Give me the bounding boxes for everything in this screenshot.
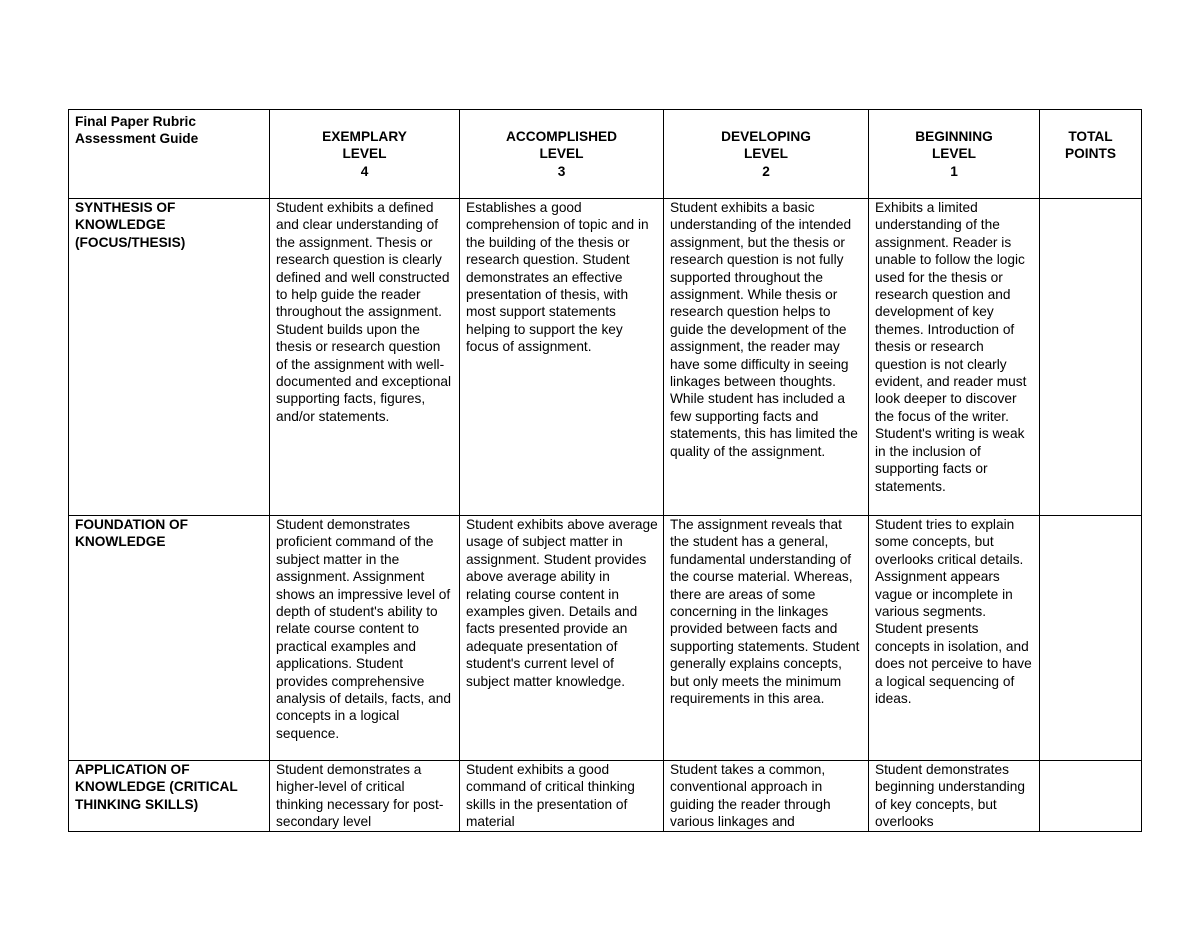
rubric-row-application [69,761,1142,832]
total-points-header: TOTAL POINTS [1040,110,1142,199]
total-points-cell [1040,516,1142,761]
level-name: ACCOMPLISHED [505,129,618,144]
rubric-row-synthesis [69,199,1142,516]
rubric-table [68,109,1142,832]
level-word: LEVEL [931,146,977,162]
level-score: 4 [360,163,369,179]
rubric-cell-developing: Student exhibits a basic understanding of the intended assignment, but the thesis or research question is not fully supported throughout the assignment. While thesis or research question helps to guide the development of the assignment, the reader may have some difficulty in seeing linkages between thoughts. While student has included a few supporting facts and statements, this has limited the quality of the assignment. [664,199,869,516]
rubric-cell-beginning: Exhibits a limited understanding of the assignment. Reader is unable to follow the logic used for the thesis or research question and development of key themes. Introduction of thesis or research question is not clearly evident, and reader must look deeper to discover the focus of the writer. Student's writing is weak in the inclusion of supporting facts or statements. [869,199,1040,516]
rubric-cell-accomplished: Establishes a good comprehension of topic and in the building of the thesis or research question. Student demonstrates an effective presentation of thesis, with most support statements helping to support the key focus of assignment. [460,199,664,516]
criterion-label [69,761,270,832]
level-header-developing [664,110,869,199]
rubric-cell-accomplished: Student exhibits above average usage of subject matter in assignment. Student provides above average ability in relating course content in examples given. Details and facts presented provide an adequate presentation of student's current level of subject matter knowledge. [460,516,664,761]
criterion-label: SYNTHESIS OF KNOWLEDGE (FOCUS/THESIS) [69,199,270,516]
rubric-cell-exemplary: Student exhibits a defined and clear understanding of the assignment. Thesis or research question is clearly defined and well constructed to help guide the reader throughout the assignment. Student builds upon the thesis or research question of the assignment with well-documented and exceptional supporting facts, figures, and/or statements. [270,199,460,516]
level-word: LEVEL [539,146,584,162]
rubric-cell-text: Student takes a common, conventional approach in guiding the reader through various linkages and [670,762,831,830]
total-points-cell [1040,761,1142,832]
rubric-cell-text: Student exhibits a good command of critical thinking skills in the presentation of material [466,762,635,830]
rubric-cell-beginning [869,761,1040,832]
rubric-row-foundation [69,516,1142,761]
rubric-cell-text: Student demonstrates a higher-level of critical thinking necessary for post-secondary level [276,762,444,830]
criterion-label-text: APPLICATION OF KNOWLEDGE (CRITICAL THINKING SKILLS) [75,762,238,812]
level-score: 3 [557,163,566,179]
header-row [69,110,1142,199]
rubric-cell-text: Student demonstrates beginning understanding of key concepts, but overlooks [875,762,1025,830]
criterion-label: FOUNDATION OF KNOWLEDGE [69,516,270,761]
level-header-exemplary [270,110,460,199]
total-points-text [1046,761,1136,831]
rubric-cell-exemplary [270,761,460,832]
rubric-table-frame [68,109,1141,830]
rubric-cell-accomplished [460,761,664,832]
level-score: 2 [762,163,770,179]
level-header-accomplished [460,110,664,199]
level-name: BEGINNING [915,129,993,144]
level-score: 1 [950,163,958,179]
level-name: DEVELOPING [721,129,811,144]
rubric-cell-exemplary: Student demonstrates proficient command of the subject matter in the assignment. Assignment shows an impressive level of depth of student's ability to relate course content to practical examples and applications. Student provides comprehensive analysis of details, facts, and concepts in a logical sequence. [270,516,460,761]
level-name: EXEMPLARY [322,129,407,144]
level-word: LEVEL [342,146,387,162]
level-header-beginning [869,110,1040,199]
rubric-cell-beginning: Student tries to explain some concepts, but overlooks critical details. Assignment appears vague or incomplete in various segments. Student presents concepts in isolation, and does not perceive to have a logical sequencing of ideas. [869,516,1040,761]
rubric-cell-developing [664,761,869,832]
level-word: LEVEL [743,146,789,162]
total-points-cell [1040,199,1142,516]
rubric-cell-developing: The assignment reveals that the student has a general, fundamental understanding of the course material. Whereas, there are areas of some concerning in the linkages provided between facts and supporting statements. Student generally explains concepts, but only meets the minimum requirements in this area. [664,516,869,761]
rubric-title: Final Paper Rubric Assessment Guide [69,110,270,199]
